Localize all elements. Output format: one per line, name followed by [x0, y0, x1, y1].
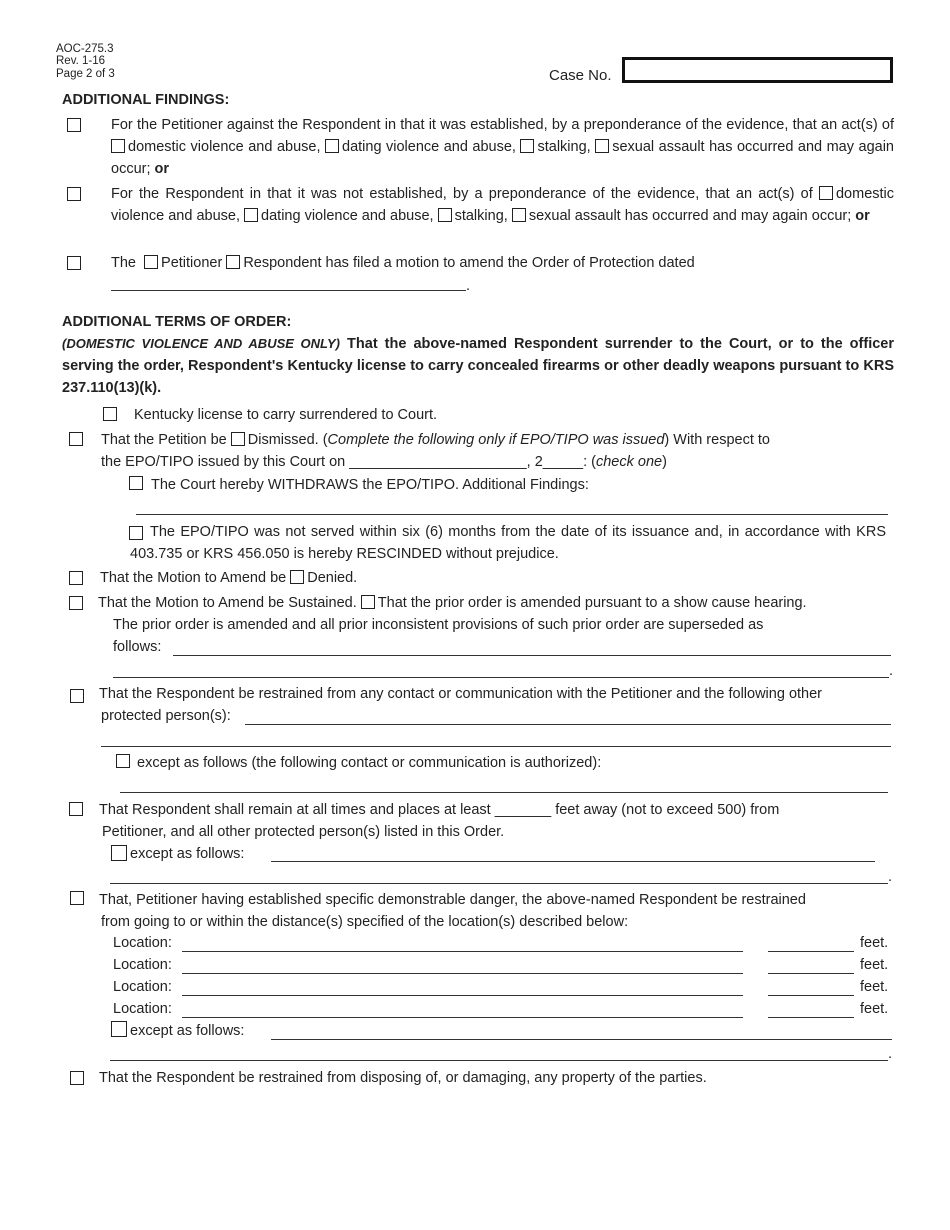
- show-cause-checkbox[interactable]: [361, 595, 375, 609]
- feet-label-2: feet.: [860, 957, 889, 973]
- respondent-dating-checkbox[interactable]: [244, 208, 258, 222]
- danger-checkbox[interactable]: [70, 891, 84, 905]
- location-label-4: Location:: [113, 1001, 172, 1017]
- feet-line-3[interactable]: [768, 995, 854, 996]
- denied-checkbox[interactable]: [290, 570, 304, 584]
- feet-label-4: feet.: [860, 1001, 889, 1017]
- motion-date-line[interactable]: [111, 290, 466, 291]
- except-authorized-line[interactable]: [120, 792, 888, 793]
- respondent-stalking-checkbox[interactable]: [438, 208, 452, 222]
- protected-persons-line-1[interactable]: [245, 724, 891, 725]
- remain-except-line-2[interactable]: [110, 883, 888, 884]
- remain-except-line-1[interactable]: [271, 861, 875, 862]
- disposing-checkbox[interactable]: [70, 1071, 84, 1085]
- protected-persons-line-2[interactable]: [101, 746, 891, 747]
- danger-text-2: from going to or within the distance(s) specified of the location(s) described below:: [101, 914, 629, 930]
- not-served-text: The EPO/TIPO was not served within six (6) months from the date of its issuance and, in accordance with KRS 403.735 or KRS 456.050 is hereby RESCINDED without prejudice.: [130, 524, 886, 562]
- additional-terms-heading: ADDITIONAL TERMS OF ORDER:: [62, 314, 292, 330]
- motion-date-period: .: [466, 278, 471, 294]
- feet-label-1: feet.: [860, 935, 889, 951]
- protected-persons-label: protected person(s):: [101, 708, 231, 724]
- epo-issued-text: the EPO/TIPO issued by this Court on ______________________, 2_____: (check one): [101, 454, 667, 470]
- page-number: Page 2 of 3: [56, 68, 115, 80]
- finding-respondent-text: For the Respondent in that it was not established, by a preponderance of the evidence, that an act(s) of domestic violence and abuse, dating violence and abuse, stalking, sexual assault has occurred and may again occur; or: [111, 186, 895, 224]
- remain-away-text-1: That Respondent shall remain at all times and places at least _______ feet away (not to exceed 500) from: [99, 802, 780, 818]
- amend-denied-checkbox[interactable]: [69, 571, 83, 585]
- revision: Rev. 1-16: [56, 55, 106, 67]
- petitioner-dv-checkbox[interactable]: [111, 139, 125, 153]
- location-except-period: .: [888, 1046, 893, 1062]
- motion-petitioner-checkbox[interactable]: [144, 255, 158, 269]
- form-id: AOC-275.3: [56, 43, 114, 55]
- amend-sustained-text: That the Motion to Amend be Sustained. That the prior order is amended pursuant to a show cause hearing.: [98, 595, 807, 611]
- location-line-1[interactable]: [182, 951, 743, 952]
- location-label-3: Location:: [113, 979, 172, 995]
- petitioner-sexual-checkbox[interactable]: [595, 139, 609, 153]
- prior-follows-period: .: [889, 663, 894, 679]
- location-label-1: Location:: [113, 935, 172, 951]
- respondent-dv-checkbox[interactable]: [819, 186, 833, 200]
- location-label-2: Location:: [113, 957, 172, 973]
- location-line-4[interactable]: [182, 1017, 743, 1018]
- location-line-3[interactable]: [182, 995, 743, 996]
- prior-follows-line-1[interactable]: [173, 655, 891, 656]
- disposing-text: That the Respondent be restrained from disposing of, or damaging, any property of the parties.: [99, 1070, 707, 1086]
- amend-sustained-checkbox[interactable]: [69, 596, 83, 610]
- case-no-field[interactable]: [622, 57, 893, 83]
- except-authorized-checkbox[interactable]: [116, 754, 130, 768]
- location-line-2[interactable]: [182, 973, 743, 974]
- license-surrendered-text: Kentucky license to carry surrendered to Court.: [134, 407, 438, 423]
- finding-motion-checkbox[interactable]: [67, 256, 81, 270]
- feet-label-3: feet.: [860, 979, 889, 995]
- license-surrendered-checkbox[interactable]: [103, 407, 117, 421]
- finding-respondent-checkbox[interactable]: [67, 187, 81, 201]
- additional-findings-line[interactable]: [136, 514, 888, 515]
- case-no-label: Case No.: [549, 67, 612, 84]
- petitioner-dating-checkbox[interactable]: [325, 139, 339, 153]
- surrender-paragraph: (DOMESTIC VIOLENCE AND ABUSE ONLY) That the above-named Respondent surrender to the Court, or to the officer serving the order, Respondent's Kentucky license to carry concealed firearms or other deadly weapons pursuant to KRS 237.110(13)(k).: [62, 336, 894, 396]
- withdraws-checkbox[interactable]: [129, 476, 143, 490]
- petitioner-stalking-checkbox[interactable]: [520, 139, 534, 153]
- location-except-line-2[interactable]: [110, 1060, 888, 1061]
- location-except-label: except as follows:: [130, 1023, 245, 1039]
- remain-except-label: except as follows:: [130, 846, 245, 862]
- remain-away-text-2: Petitioner, and all other protected person(s) listed in this Order.: [102, 824, 505, 840]
- remain-except-checkbox[interactable]: [111, 845, 127, 861]
- location-except-line-1[interactable]: [271, 1039, 892, 1040]
- feet-line-2[interactable]: [768, 973, 854, 974]
- withdraws-text: The Court hereby WITHDRAWS the EPO/TIPO. Additional Findings:: [151, 477, 589, 493]
- respondent-sexual-checkbox[interactable]: [512, 208, 526, 222]
- remain-away-checkbox[interactable]: [69, 802, 83, 816]
- location-except-checkbox[interactable]: [111, 1021, 127, 1037]
- prior-follows-line-2[interactable]: [113, 677, 889, 678]
- feet-line-1[interactable]: [768, 951, 854, 952]
- dismissed-checkbox[interactable]: [231, 432, 245, 446]
- remain-except-period: .: [888, 869, 893, 885]
- except-authorized-text: except as follows (the following contact or communication is authorized):: [137, 755, 602, 771]
- finding-motion-text: The Petitioner Respondent has filed a motion to amend the Order of Protection dated: [111, 255, 695, 271]
- prior-amended-text: The prior order is amended and all prior inconsistent provisions of such prior order are superseded as: [113, 617, 764, 633]
- motion-respondent-checkbox[interactable]: [226, 255, 240, 269]
- restrained-contact-text: That the Respondent be restrained from any contact or communication with the Petitioner and the following other: [99, 686, 822, 702]
- amend-denied-text: That the Motion to Amend be Denied.: [100, 570, 358, 586]
- finding-petitioner-checkbox[interactable]: [67, 118, 81, 132]
- restrained-contact-checkbox[interactable]: [70, 689, 84, 703]
- feet-line-4[interactable]: [768, 1017, 854, 1018]
- additional-findings-heading: ADDITIONAL FINDINGS:: [62, 92, 230, 108]
- danger-text-1: That, Petitioner having established specific demonstrable danger, the above-named Respondent be restrained: [99, 892, 806, 908]
- finding-petitioner-text: For the Petitioner against the Respondent in that it was established, by a preponderance of the evidence, that an act(s) of domestic violence and abuse, dating violence and abuse, stalking, sexual assault has occurred and may again occur; or: [111, 117, 894, 177]
- prior-follows-label: follows:: [113, 639, 162, 655]
- petition-dismissed-text: That the Petition be Dismissed. (Complete the following only if EPO/TIPO was issued) With respect to: [101, 432, 770, 448]
- petition-dismissed-checkbox[interactable]: [69, 432, 83, 446]
